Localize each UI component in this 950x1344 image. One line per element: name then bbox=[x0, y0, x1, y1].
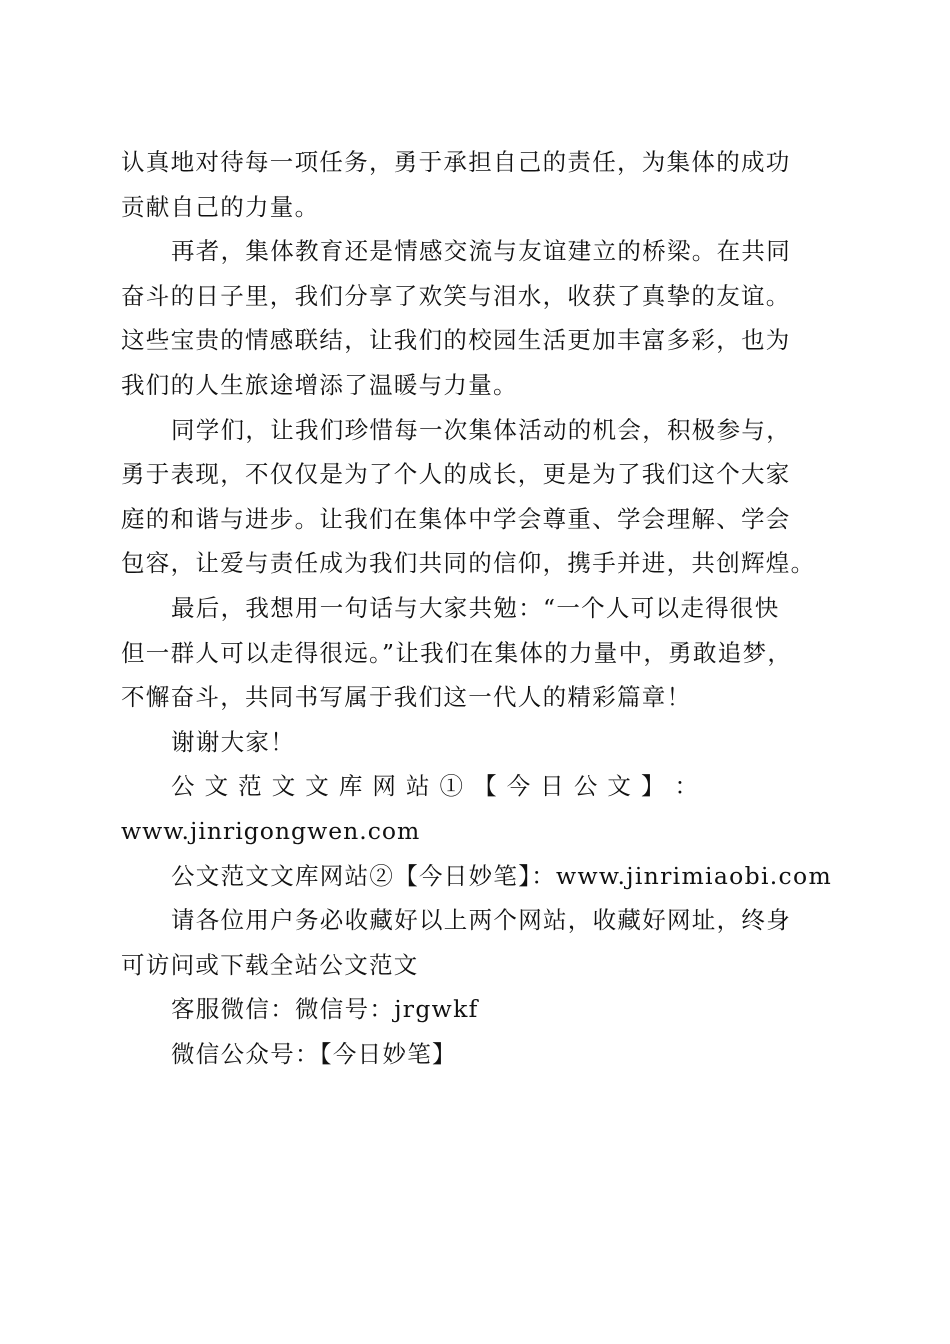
paragraph-call-to-action bbox=[121, 408, 821, 586]
footer-wechat-public bbox=[121, 1032, 821, 1077]
paragraph-friendship bbox=[121, 229, 821, 407]
site1-url[interactable]: www.jinrigongwen.com bbox=[121, 816, 421, 845]
footer-site1 bbox=[121, 764, 821, 853]
text-line: 我们的人生旅途增添了温暖与力量。 bbox=[121, 370, 518, 399]
paragraph-thanks bbox=[121, 720, 821, 765]
text-line: 最后，我想用一句话与大家共勉：“一个人可以走得很快 bbox=[171, 593, 780, 622]
text-line: 庭的和谐与进步。让我们在集体中学会尊重、学会理解、学会 bbox=[121, 504, 791, 533]
text-line: 不懈奋斗，共同书写属于我们这一代人的精彩篇章！ bbox=[121, 683, 692, 712]
text-line: 但一群人可以走得很远。”让我们在集体的力量中，勇敢追梦， bbox=[121, 638, 793, 667]
wechat-service-id: 客服微信：微信号：jrgwkf bbox=[171, 995, 479, 1024]
notice-line: 可访问或下载全站公文范文 bbox=[121, 950, 419, 979]
text-line: 认真地对待每一项任务，勇于承担自己的责任，为集体的成功 bbox=[121, 148, 791, 176]
text-line: 包容，让爱与责任成为我们共同的信仰，携手并进，共创辉煌。 bbox=[121, 549, 816, 578]
site1-label: 公 文 范 文 文 库 网 站 ① 【 今 日 公 文 】 ： bbox=[171, 772, 700, 801]
footer-site2 bbox=[121, 854, 833, 899]
document-page bbox=[121, 140, 833, 1076]
site2-line[interactable]: 公文范文文库网站②【今日妙笔】：www.jinrimiaobi.com bbox=[171, 861, 833, 890]
notice-line: 请各位用户务必收藏好以上两个网站，收藏好网址，终身 bbox=[171, 906, 791, 935]
text-line: 再者，集体教育还是情感交流与友谊建立的桥梁。在共同 bbox=[171, 237, 791, 266]
text-line: 同学们，让我们珍惜每一次集体活动的机会，积极参与， bbox=[171, 415, 791, 444]
text-line: 贡献自己的力量。 bbox=[121, 192, 320, 221]
text-line: 勇于表现，不仅仅是为了个人的成长，更是为了我们这个大家 bbox=[121, 460, 791, 489]
text-line: 奋斗的日子里，我们分享了欢笑与泪水，收获了真挚的友谊。 bbox=[121, 281, 791, 310]
paragraph-continuation bbox=[121, 140, 821, 229]
footer-wechat-service bbox=[121, 987, 821, 1032]
footer-notice bbox=[121, 898, 821, 987]
wechat-public-account: 微信公众号：【今日妙笔】 bbox=[171, 1039, 457, 1068]
text-line: 这些宝贵的情感联结，让我们的校园生活更加丰富多彩，也为 bbox=[121, 326, 791, 355]
paragraph-closing-quote bbox=[121, 586, 821, 720]
text-line: 谢谢大家！ bbox=[171, 727, 295, 756]
